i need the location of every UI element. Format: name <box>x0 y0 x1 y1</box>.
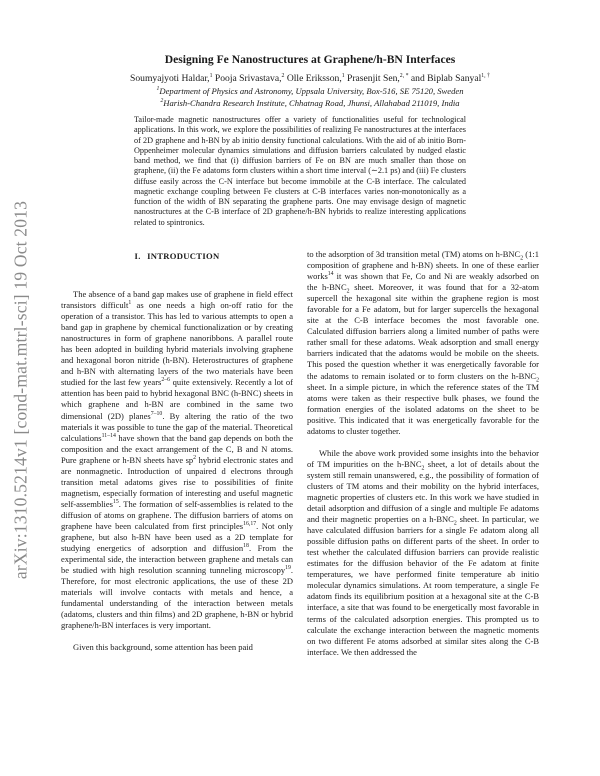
author-affiliation-mark: 1 <box>341 72 345 79</box>
arxiv-identifier-stamp <box>4 150 38 630</box>
citation-superscript: 19 <box>285 565 291 572</box>
citation-superscript: 7–10 <box>150 410 163 417</box>
intro-paragraph-2: Given this background, some attention has been paid <box>73 642 253 653</box>
text-run: quite extensively. Recently a lot of attention has been paid to hybrid hexagonal BNC (h-BNC) sheets in which graphene and h-BN are combined in the same two dimensional (2D) planes <box>61 377 293 421</box>
intro-paragraph-3 <box>307 249 539 437</box>
text-run: . By altering the ratio of the two materials it was possible to tune the gap of the material. Theoretical calculations <box>61 410 293 443</box>
text-run: . The formation of self-assemblies is related to the diffusion of atoms on graphene. The diffusion barriers of atoms on graphene have been calculated from first principles <box>61 498 293 531</box>
affiliation-2-text: Harish-Chandra Research Institute, Chhatnag Road, Jhunsi, Allahabad 211019, India <box>163 98 460 108</box>
text-run: sheet. In particular, we have calculated diffusion barriers for a single Fe adatom along all possible diffusion paths on different parts of the sheet. In order to test whether the calculated diffusion barriers can provide realistic estimates for the diffusion behavior of the Fe adatom at finite temperatures, we have performed finite temperature ab initio molecular dynamics simulations. At room temperature, a single Fe adatom finds its equilibrium position at a hexagonal site at the C-B interface, a site that was found to be energetically most favorable in terms of the calculated adsorption energies. This prompted us to calculate the exchange interaction between the magnetic moments on two different Fe atoms adsorbed at similar sites along the C-B interface. We then addressed the <box>307 514 539 657</box>
text-run: sheet. In a simple picture, in which the reference states of the TM atoms were taken as their respective bulk phases, we found the formation energies of the isolated adatoms on the sheet to be positive. This indicated that it was energetically favorable for the adatoms to cluster together. <box>307 381 539 436</box>
abstract: Tailor-made magnetic nanostructures offer a variety of functionalities useful for technological applications. In this work, we explore the possibilities of realizing Fe nanostructures at the interfaces of 2D graphene and h-BN by ab initio density functional calculations. With the aid of ab initio Born-Oppenheimer molecular dynamics simulations and diffusion barriers calculated by nudged elastic band method, we find that (i) diffusion barriers of Fe on BN are much smaller than those on graphene, (ii) the Fe adatoms form clusters within a short time interval (∼2.1 ps) and (iii) Fe clusters diffuse easily across the C-N interface but become immobile at the C-B interface. The calculated magnetic exchange coupling between Fe clusters at C-B interfaces varies non-monotonically as a function of the width of BN separating the graphene parts. One may envisage design of magnetic nanostructures at the C-B interface of 2D graphene/h-BN hybrids to realize interesting applications related to spintronics. <box>134 115 466 227</box>
text-run: (1:1 composition of graphene and h-BN) sheets. In one of these earlier works <box>307 249 539 282</box>
text-run: hybrid electronic states and are nonmagnetic. Introduction of unpaired d electrons through transition metal adatoms gives rise to possibilities of finite magnetism, especially formation of interesting and useful magnetic self-assemblies <box>61 454 293 509</box>
chemical-subscript: 2 <box>520 255 524 262</box>
author-name: Soumyajyoti Haldar, <box>130 73 210 84</box>
affiliation-2 <box>60 98 560 108</box>
section-heading <box>61 250 293 263</box>
affiliation-2-mark: 2 <box>160 98 164 105</box>
text-run: . From the experimental side, the interaction between graphene and metals can be studied with high resolution scanning tunneling microscopy <box>61 543 293 576</box>
affiliation-1-mark: 1 <box>156 86 160 93</box>
affiliation-1 <box>60 86 560 96</box>
citation-superscript: 11–14 <box>101 432 116 439</box>
intro-paragraph-4 <box>307 448 539 658</box>
text-run: have shown that the band gap depends on both the composition and the exact arrangement of the C, B and N atoms. Pure graphene or h-BN sheets have sp <box>61 432 293 465</box>
section-number: I. <box>134 251 141 261</box>
chemical-subscript: 2 <box>536 377 539 384</box>
section-title: INTRODUCTION <box>147 251 220 261</box>
affiliation-1-text: Department of Physics and Astronomy, Uppsala University, Box-516, SE 75120, Sweden <box>159 86 464 96</box>
text-run: to the adsorption of 3d transition metal (TM) atoms on h-BNC <box>307 249 521 259</box>
author-affiliation-mark: 2, * <box>399 72 409 79</box>
chemical-subscript: 2 <box>346 288 350 295</box>
left-column <box>61 250 293 654</box>
text-run: . Therefore, for most electronic applications, the use of these 2D materials will involve contacts with metals and hence, a fundamental understanding of the interaction between metals (adatoms, clusters and thin films) and 2D graphene, h-BN or hybrid graphene/h-BN interfaces is very important. <box>61 565 293 631</box>
citation-superscript: 16,17 <box>243 521 257 528</box>
text-run: sheet, a lot of details about the system still remain unanswered, e.g., the possibility of formation of clusters of TM atoms and their mobility on the hybrid interfaces, magnetic properties of clusters etc. In this work we have studied in detail adsorption and diffusion of a single and multiple Fe adatoms and their magnetic properties on a h-BNC <box>307 458 539 525</box>
citation-superscript: 1 <box>128 300 132 307</box>
citation-superscript: 2 <box>193 454 197 461</box>
text-run: . Not only graphene, but also h-BN have been used as a 2D template for studying energetics of adsorption and diffusion <box>61 520 293 554</box>
chemical-subscript: 2 <box>421 465 425 472</box>
text-run: sheet. Moreover, it was found that for a 32-atom supercell the hexagonal site within the graphene region is most favorable for a Fe adatom, but for larger supercells the hexagonal site at the C-B interface becomes the most favorable one. Calculated diffusion barriers along a limited number of paths were rather small for these adatoms. Weak adsorption and small energy barriers indicated that the adatoms would be mobile on the sheets. This posed the question whether it was energetically favorable for the adatoms to remain isolated or to form clusters on the h-BNC <box>307 282 539 381</box>
citation-superscript: 14 <box>327 271 334 278</box>
author-name: Olle Eriksson, <box>284 73 342 84</box>
text-run: The absence of a band gap makes use of graphene in field effect transistors difficult <box>61 289 293 311</box>
author-list <box>60 73 560 84</box>
text-run: While the above work provided some insights into the behavior of TM impurities on the h-BNC <box>307 447 539 469</box>
author-affiliation-mark: 1, † <box>481 72 490 79</box>
chemical-subscript: 2 <box>453 520 457 527</box>
citation-superscript: 15 <box>112 499 119 506</box>
author-name: Pooja Srivastava, <box>212 73 282 84</box>
citation-superscript: 18 <box>243 543 249 550</box>
citation-superscript: 2–6 <box>161 377 171 384</box>
right-column <box>307 249 539 658</box>
author-affiliation-mark: 1 <box>209 72 213 79</box>
intro-paragraph-1 <box>61 289 293 631</box>
text-run: as one needs a high on-off ratio for the operation of a transistor. This has led to various attempts to open a band gap in graphene by chemical functionalization or by creating nanostructures in form of graphene nanoribbons. A parallel route has been adopted in building hybrid materials involving graphene and hexagonal boron nitride (h-BN). Heterostructures of graphene and h-BN with alternating layers of the two materials have been studied for the last few years <box>61 300 293 388</box>
text-run: it was shown that Fe, Co and Ni are weakly adsorbed on the h-BNC <box>307 271 539 293</box>
author-name: and Biplab Sanyal <box>408 73 482 84</box>
author-affiliation-mark: 2 <box>281 72 285 79</box>
paper-title: Designing Fe Nanostructures at Graphene/h-BN Interfaces <box>164 53 456 66</box>
arxiv-identifier-text: arXiv:1310.5214v1 [cond-mat.mtrl-sci] 19 Oct 2013 <box>10 200 31 580</box>
author-name: Prasenjit Sen, <box>344 73 400 84</box>
